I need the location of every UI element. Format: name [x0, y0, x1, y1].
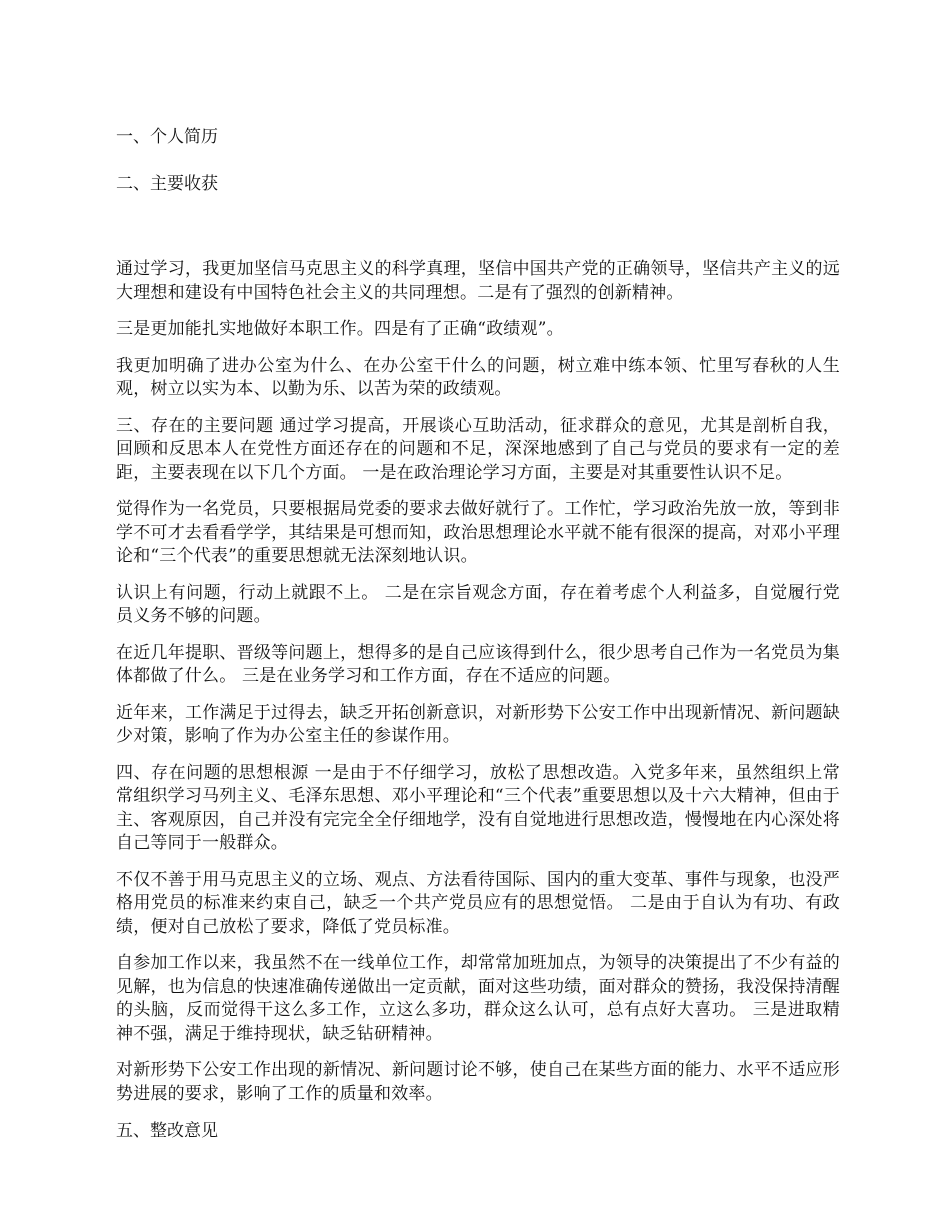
paragraph: 近年来，工作满足于过得去，缺乏开拓创新意识，对新形势下公安工作中出现新情况、新问题缺少对策，影响了作为办公室主任的参谋作用。 [116, 702, 840, 746]
paragraph: 认识上有问题，行动上就跟不上。 二是在宗旨观念方面，存在着考虑个人利益多，自觉履行党员义务不够的问题。 [116, 582, 840, 626]
paragraph-root-causes: 四、存在问题的思想根源 一是由于不仔细学习，放松了思想改造。入党多年来，虽然组织上常常组织学习马列主义、毛泽东思想、邓小平理论和“三个代表”重要思想以及十六大精神，但由于主、客观原因，自己并没有完完全全仔细地学，没有自觉地进行思想改造，慢慢地在内心深处将自己等同于一般群众。 [116, 762, 840, 853]
paragraph: 我更加明确了进办公室为什么、在办公室干什么的问题，树立难中练本领、忙里写春秋的人生观，树立以实为本、以勤为乐、以苦为荣的政绩观。 [116, 355, 840, 399]
paragraph: 三是更加能扎实地做好本职工作。四是有了正确“政绩观”。 [116, 319, 564, 339]
paragraph: 不仅不善于用马克思主义的立场、观点、方法看待国际、国内的重大变革、事件与现象，也没严格用党员的标准来约束自己，缺乏一个共产党员应有的思想觉悟。 二是由于自认为有功、有政绩，便对自己放松了要求，降低了党员标准。 [116, 869, 840, 937]
paragraph: 对新形势下公安工作出现的新情况、新问题讨论不够，使自己在某些方面的能力、水平不适应形势进展的要求，影响了工作的质量和效率。 [116, 1060, 840, 1104]
heading-rectification: 五、整改意见 [116, 1121, 218, 1141]
paragraph: 觉得作为一名党员，只要根据局党委的要求去做好就行了。工作忙，学习政治先放一放，等到非学不可才去看看学学，其结果是可想而知，政治思想理论水平就不能有很深的提高，对邓小平理论和“三个代表”的重要思想就无法深刻地认识。 [116, 499, 840, 566]
document-page [116, 125, 840, 1166]
heading-main-gains: 二、主要收获 [116, 174, 218, 194]
paragraph: 自参加工作以来，我虽然不在一线单位工作，却常常加班加点，为领导的决策提出了不少有益的见解，也为信息的快速准确传递做出一定贡献，面对这些功绩，面对群众的赞扬，我没保持清醒的头脑，反而觉得干这么多工作，立这么多功，群众这么认可，总有点好大喜功。 三是进取精神不强，满足于维持现状，缺乏钻研精神。 [116, 953, 840, 1044]
paragraph: 通过学习，我更加坚信马克思主义的科学真理，坚信中国共产党的正确领导，坚信共产主义的远大理想和建设有中国特色社会主义的共同理想。二是有了强烈的创新精神。 [116, 259, 840, 303]
paragraph-problems: 三、存在的主要问题 通过学习提高，开展谈心互助活动，征求群众的意见，尤其是剖析自我，回顾和反思本人在党性方面还存在的问题和不足，深深地感到了自己与党员的要求有一定的差距，主要表现在以下几个方面。 一是在政治理论学习方面，主要是对其重要性认识不足。 [116, 415, 840, 483]
paragraph: 在近几年提职、晋级等问题上，想得多的是自己应该得到什么，很少思考自己作为一名党员为集体都做了什么。 三是在业务学习和工作方面，存在不适应的问题。 [116, 642, 840, 686]
heading-resume: 一、个人简历 [116, 127, 218, 147]
